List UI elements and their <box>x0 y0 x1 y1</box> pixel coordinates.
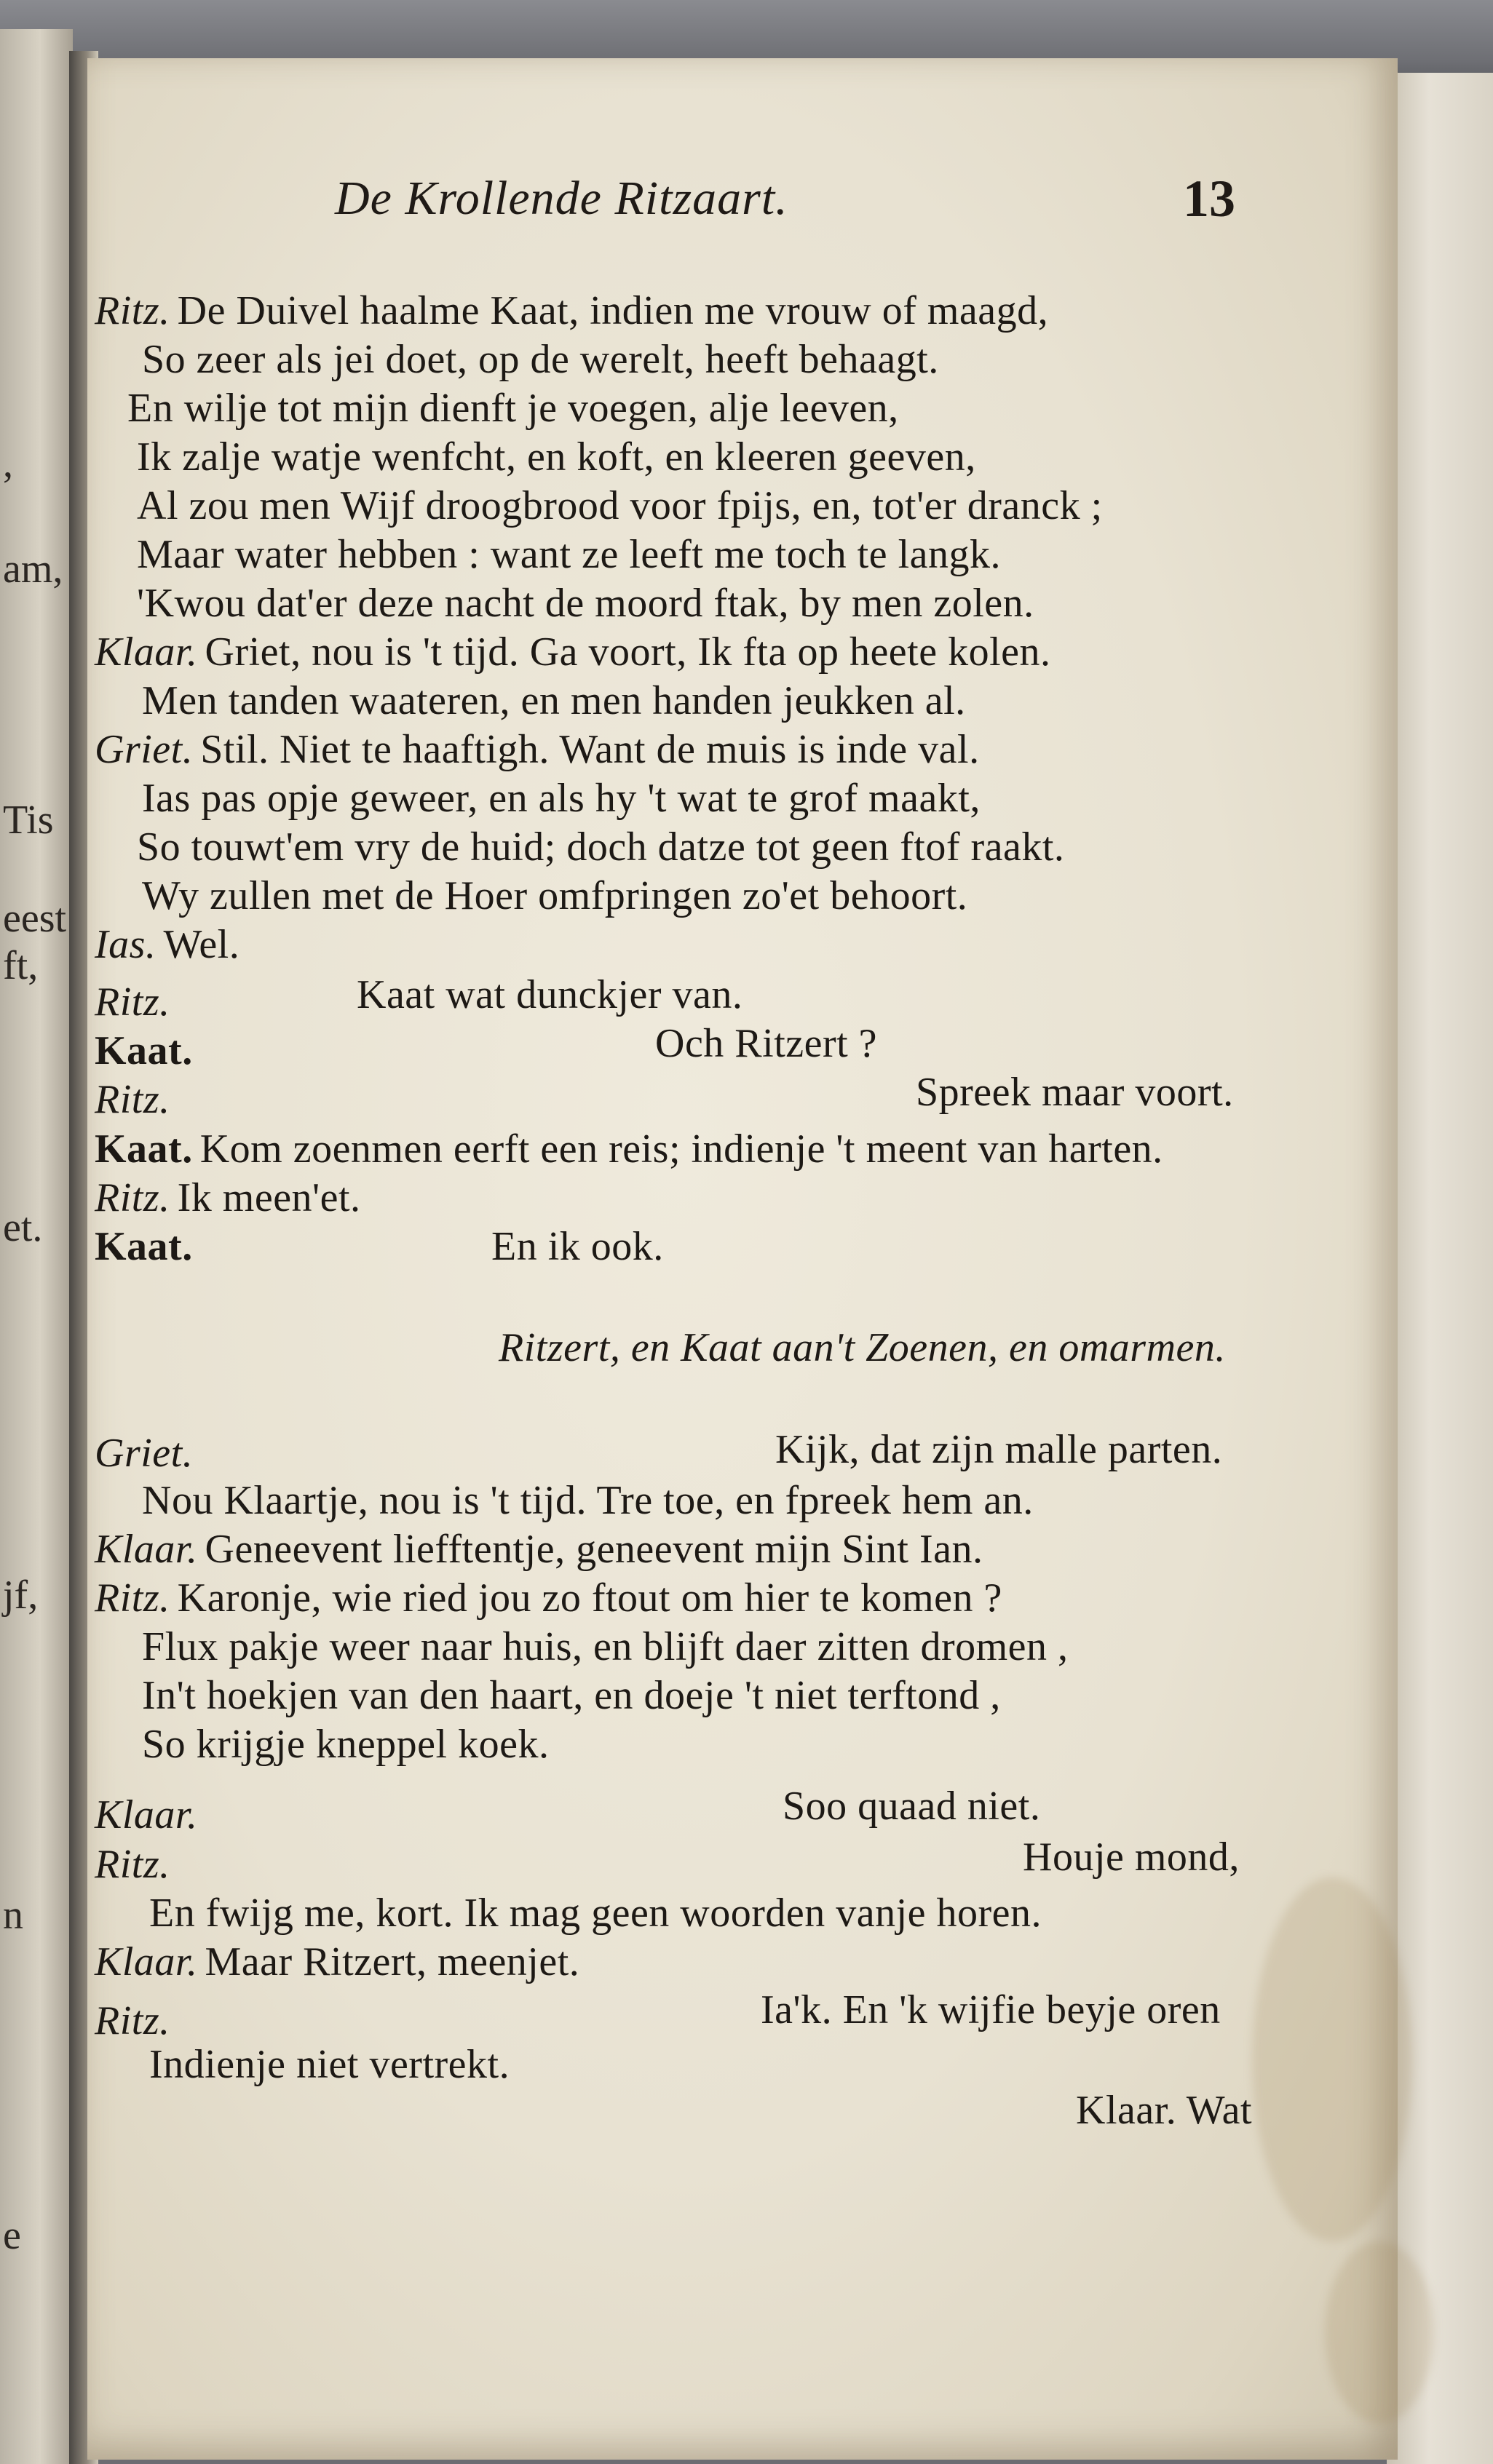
speaker-label: Kaat. <box>95 1224 193 1269</box>
paper-stain <box>1325 2241 1434 2423</box>
text-line <box>142 1477 1034 1524</box>
speaker-label: Klaar. <box>95 1939 198 1984</box>
text-line <box>137 580 1034 627</box>
line-text: So krijgje kneppel koek. <box>142 1722 550 1767</box>
line-text: Ia'k. En 'k wijfie beyje oren <box>761 1987 1221 2032</box>
text-line <box>95 1126 1163 1172</box>
line-text: Karonje, wie ried jou zo ftout om hier te komen ? <box>177 1575 1002 1621</box>
line-text: In't hoekjen van den haart, en doeje 't niet terftond , <box>142 1673 1001 1718</box>
line-text: Nou Klaartje, nou is 't tijd. Tre toe, en fpreek hem an. <box>142 1478 1034 1523</box>
line-text: Maar Ritzert, meenjet. <box>205 1939 580 1984</box>
text-line <box>95 1575 1002 1621</box>
left-page-fragment: am, <box>3 547 63 592</box>
left-page-fragment: eest <box>3 896 67 941</box>
text-line <box>95 921 239 968</box>
line-text: Ik meen'et. <box>177 1175 361 1220</box>
speaker-label: Ritz. <box>95 1175 170 1220</box>
speaker-label: Ritz. <box>95 979 170 1025</box>
line-text: Kijk, dat zijn malle parten. <box>775 1427 1223 1472</box>
text-line <box>142 1672 1001 1719</box>
speaker-label: Klaar. <box>95 629 198 675</box>
line-text: Wel. <box>163 922 240 967</box>
line-text: Soo quaad niet. <box>783 1784 1041 1829</box>
left-page-fragment: n <box>3 1893 23 1938</box>
text-line <box>149 2041 510 2088</box>
text-line <box>127 385 899 432</box>
text-line <box>142 775 981 822</box>
text-line <box>137 434 976 480</box>
line-text: So touwt'em vry de huid; doch datze tot geen ftof raakt. <box>137 824 1065 870</box>
speaker-label: Kaat. <box>95 1028 193 1073</box>
left-page-fragment: , <box>3 441 13 486</box>
speaker-label: Griet. <box>95 727 194 772</box>
line-text: Ik zalje watje wenfcht, en koft, en kleeren geeven, <box>137 434 976 480</box>
line-text: So zeer als jei doet, op de werelt, heeft behaagt. <box>142 337 939 382</box>
speaker-label: Griet. <box>95 1431 194 1476</box>
text-line <box>142 1624 1069 1670</box>
line-text: 'Kwou dat'er deze nacht de moord ftak, by men zolen. <box>137 581 1034 626</box>
line-text: Ias pas opje geweer, en als hy 't wat te grof maakt, <box>142 776 981 821</box>
speaker-label: Klaar. <box>95 1527 198 1572</box>
speaker-label: Kaat. <box>95 1126 193 1172</box>
line-text: Maar water hebben : want ze leeft me toch te langk. <box>137 532 1001 577</box>
speaker-label: Ritz. <box>95 1842 170 1887</box>
line-text: Spreek maar voort. <box>916 1070 1234 1115</box>
line-text: Wy zullen met de Hoer omfpringen zo'et behoort. <box>142 873 968 918</box>
paper-stain <box>1252 1877 1412 2241</box>
text-line <box>142 1721 549 1768</box>
line-text: En ik ook. <box>491 1224 664 1269</box>
catchword: Klaar. Wat <box>1076 2088 1253 2133</box>
text-line <box>137 482 1103 529</box>
text-line <box>95 629 1051 675</box>
stage-direction: Ritzert, en Kaat aan't Zoenen, en omarmen. <box>499 1325 1226 1370</box>
page-number: 13 <box>1183 170 1235 228</box>
line-text: Men tanden waateren, en men handen jeukken al. <box>142 678 966 723</box>
speaker-label: Ritz. <box>95 1575 170 1621</box>
text-line <box>95 287 1048 334</box>
text-line <box>137 531 1001 578</box>
running-header: De Krollende Ritzaart. <box>335 172 788 225</box>
text-line <box>137 824 1064 870</box>
text-line <box>95 1939 579 1985</box>
left-page-edge <box>0 29 73 2464</box>
left-page-fragment: et. <box>3 1205 43 1250</box>
line-text: Geneevent liefftentje, geneevent mijn Sint Ian. <box>205 1527 983 1572</box>
speaker-label: Ritz. <box>95 288 170 333</box>
line-text: En wilje tot mijn dienft je voegen, alje leeven, <box>127 386 899 431</box>
line-text: Al zou men Wijf droogbrood voor fpijs, en, tot'er dranck ; <box>137 483 1103 528</box>
speaker-label: Ias. <box>95 922 157 967</box>
line-text: En fwijg me, kort. Ik mag geen woorden vanje horen. <box>149 1891 1042 1936</box>
line-text: Stil. Niet te haaftigh. Want de muis is inde val. <box>200 727 980 772</box>
speaker-label: Ritz. <box>95 1998 170 2043</box>
left-page-fragment: Tis <box>3 798 54 843</box>
speaker-label: Klaar. <box>95 1792 198 1837</box>
line-text: De Duivel haalme Kaat, indien me vrouw of maagd, <box>177 288 1049 333</box>
text-line <box>95 1175 361 1221</box>
left-page-fragment: e <box>3 2213 21 2258</box>
text-line <box>95 1526 983 1573</box>
text-line <box>149 1890 1042 1936</box>
speaker-label: Ritz. <box>95 1077 170 1122</box>
line-text: Flux pakje weer naar huis, en blijft daer zitten dromen , <box>142 1624 1069 1669</box>
line-text: Houje mond, <box>1023 1835 1240 1880</box>
line-text: Och Ritzert ? <box>655 1021 878 1066</box>
line-text: Kaat wat dunckjer van. <box>357 972 743 1017</box>
line-text: Indienje niet vertrekt. <box>149 2042 510 2087</box>
left-page-fragment: ft, <box>3 943 39 988</box>
line-text: Kom zoenmen eerft een reis; indienje 't meent van harten. <box>199 1126 1163 1172</box>
text-line <box>95 726 980 773</box>
text-line <box>142 677 966 724</box>
left-page-fragment: jf, <box>3 1573 39 1618</box>
text-line <box>142 336 939 383</box>
line-text: Griet, nou is 't tijd. Ga voort, Ik fta op heete kolen. <box>205 629 1051 675</box>
text-line <box>142 873 967 919</box>
